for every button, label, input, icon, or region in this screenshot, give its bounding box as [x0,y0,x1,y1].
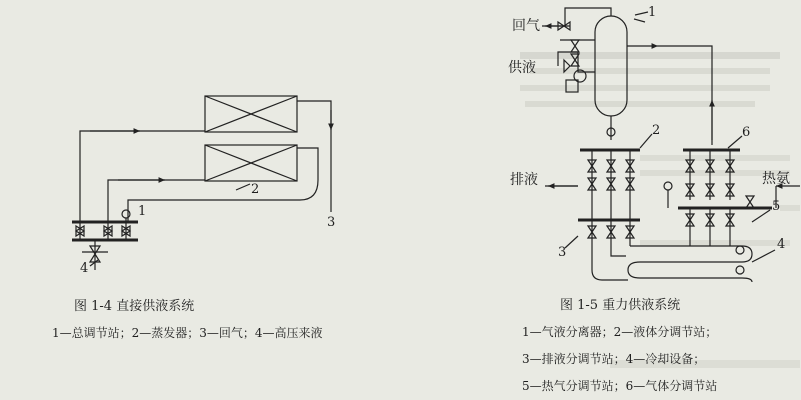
callout-hot-gas-station-5: 5 [772,199,781,214]
bleed-through-text [520,52,800,368]
callout-1: 1 [138,204,147,219]
figure-1-4-direct-supply [72,96,335,276]
label-hot-ammonia: 热氨 [762,171,790,187]
label-supply-liquid: 供液 [508,60,536,76]
callout-drain-station-3: 3 [558,245,567,260]
label-discharge-liquid: 排液 [510,172,538,188]
caption-figure-1-4: 图 1-4 直接供液系统 [74,299,195,314]
callout-2: 2 [251,182,260,197]
callout-gas-station-6: 6 [742,125,751,140]
callout-separator-1: 1 [648,5,657,20]
return-pipe-lower [297,148,318,158]
label-return-gas: 回气 [512,18,540,34]
callout-3: 3 [327,215,336,230]
callout-cooling-4: 4 [777,237,786,252]
cooling-equipment [592,246,752,282]
evaporator-lower [205,145,297,181]
legend-figure-1-5-line-3: 5—热气分调节站；6—气体分调节站 [522,379,718,393]
evaporator-upper [205,96,297,132]
callout-liquid-station-2: 2 [652,123,661,138]
caption-figure-1-5: 图 1-5 重力供液系统 [560,298,681,313]
legend-figure-1-4: 1—总调节站；2—蒸发器；3—回气；4—高压来液 [52,326,323,340]
callout-4: 4 [80,261,89,276]
legend-figure-1-5-line-2: 3—排液分调节站；4—冷却设备； [522,352,706,366]
legend-figure-1-5-line-1: 1—气液分离器；2—液体分调节站； [522,325,718,339]
